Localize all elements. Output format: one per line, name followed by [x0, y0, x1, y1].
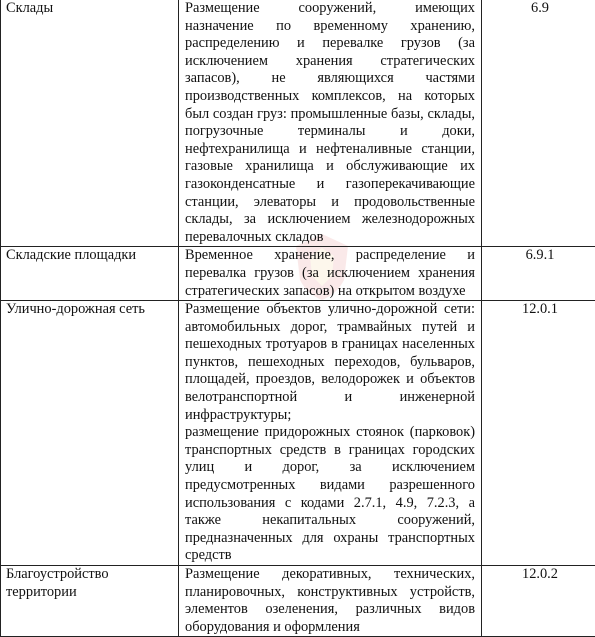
land-use-description	[179, 301, 482, 566]
land-use-name: Благоустройство территории	[1, 566, 179, 637]
land-use-code: 6.9	[482, 0, 595, 247]
land-use-description	[179, 247, 482, 301]
description-paragraph: размещение придорожных стоянок (парковок) транспортных средств в границах городских улиц и дорог, за исключением предусмотренных видами разрешенного использования с кодами 2.7.1, 4.9, 7.2.3, а также некапитальных сооружений, предназначенных для охраны транспортных средств	[185, 424, 475, 565]
description-paragraph: Размещение декоративных, технических, планировочных, конструктивных устройств, элементов озеленения, различных видов оборудования и оформления	[185, 566, 475, 636]
land-use-description	[179, 0, 482, 247]
description-paragraph: Размещение объектов улично-дорожной сети: автомобильных дорог, трамвайных путей и пешеходных тротуаров в границах населенных пунктов, пешеходных переходов, бульваров, площадей, проездов, велодорожек и объектов велотранспортной и инженерной инфраструктуры;	[185, 301, 475, 424]
table-row	[1, 301, 595, 566]
table-row	[1, 0, 595, 247]
description-paragraph: Размещение сооружений, имеющих назначение по временному хранению, распределению и перевалке грузов (за исключением хранения стратегических запасов), не являющихся частями производственных комплексов, на которых был создан груз: промышленные базы, склады, погрузочные терминалы и доки, нефтехранилища и нефтеналивные станции, газовые хранилища и обслуживающие их газоконденсатные и газоперекачивающие станции, элеваторы и продовольственные склады, за исключением железнодорожных перевалочных складов	[185, 0, 475, 246]
land-use-code: 6.9.1	[482, 247, 595, 301]
land-use-name: Улично-дорожная сеть	[1, 301, 179, 566]
land-use-code: 12.0.1	[482, 301, 595, 566]
land-use-name: Складские площадки	[1, 247, 179, 301]
land-use-description	[179, 566, 482, 637]
land-use-code: 12.0.2	[482, 566, 595, 637]
land-use-name: Склады	[1, 0, 179, 247]
description-paragraph: Временное хранение, распределение и перевалка грузов (за исключением хранения стратегических запасов) на открытом воздухе	[185, 247, 475, 300]
table-row	[1, 566, 595, 637]
table-row	[1, 247, 595, 301]
